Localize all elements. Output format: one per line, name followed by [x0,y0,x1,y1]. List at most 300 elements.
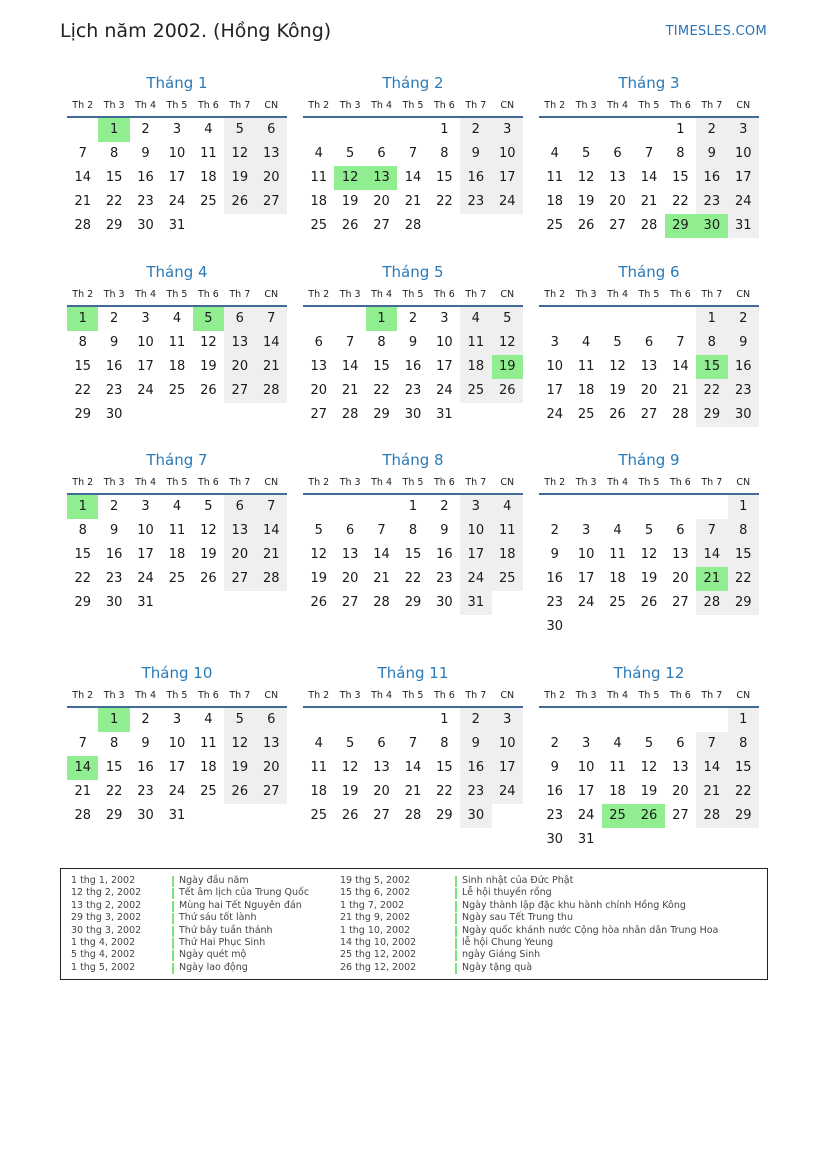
day-cell: 29 [728,804,759,828]
day-cell: 2 [696,118,727,142]
legend-date: 29 thg 3, 2002 [71,912,142,924]
legend-marker [455,888,457,899]
day-cell: 5 [345,146,355,161]
empty-cell [570,307,601,331]
day-cell: 8 [377,335,386,350]
day-cell: 17 [492,166,523,190]
holiday-day-cell: 1 [98,118,129,142]
day-cell: 7 [377,523,386,538]
weekday-label: Th 6 [197,289,219,300]
day-cell: 31 [728,214,759,238]
weekday-label: Th 5 [166,690,188,701]
day-cell: 8 [440,146,449,161]
day-cell: 7 [676,335,685,350]
day-cell: 21 [696,780,727,804]
month-block [67,662,287,828]
day-cell: 13 [310,359,327,374]
day-cell: 13 [609,170,626,185]
day-cell: 4 [204,712,213,727]
legend-holiday-name: Thứ sáu tốt lành [179,912,257,924]
day-cell: 21 [74,784,91,799]
legend-marker [455,950,457,961]
empty-cell [570,708,601,732]
holiday-day-cell: 15 [696,355,727,379]
day-cell: 23 [460,780,491,804]
day-cell: 18 [609,571,626,586]
day-cell: 8 [109,146,119,161]
day-cell: 27 [373,218,390,233]
holiday-day-cell: 14 [67,756,98,780]
day-grid [303,495,523,615]
day-cell: 22 [436,784,453,799]
empty-cell [539,307,570,331]
day-cell: 5 [581,146,591,161]
day-cell: 9 [141,736,150,751]
legend-date: 1 thg 1, 2002 [71,875,136,886]
empty-cell [665,307,696,331]
day-cell: 27 [310,407,327,422]
month-name: Tháng 4 [146,263,208,281]
legend-holiday-name: Ngày lao động [179,961,248,973]
day-cell: 21 [256,355,287,379]
day-cell: 16 [436,547,453,562]
weekday-label: Th 2 [72,100,94,111]
day-cell: 30 [546,832,563,847]
day-grid [67,307,287,427]
holiday-day-cell: 12 [334,166,365,190]
day-cell: 10 [546,359,563,374]
day-cell: 15 [728,543,759,567]
empty-cell [397,708,428,732]
weekday-label: CN [500,477,515,488]
day-cell: 25 [492,567,523,591]
month-name: Tháng 6 [618,263,680,281]
day-cell: 15 [404,547,422,562]
day-cell: 22 [74,571,91,586]
day-cell: 6 [377,146,386,161]
empty-cell [303,495,334,519]
legend-holiday-name: Thứ bảy tuần thánh [179,924,273,936]
month-block [303,72,523,238]
day-cell: 7 [408,146,418,161]
weekday-label: Th 6 [669,477,691,488]
day-cell: 14 [672,359,689,374]
day-cell: 11 [609,547,626,562]
day-cell: 13 [341,547,359,562]
day-cell: 18 [460,355,491,379]
empty-cell [665,708,696,732]
empty-cell [303,708,334,732]
month-block [67,449,287,615]
empty-cell [665,495,696,519]
day-cell: 11 [168,523,186,538]
day-cell: 28 [404,218,422,233]
weekday-label: Th 7 [465,100,487,111]
day-cell: 6 [224,307,255,331]
day-cell: 15 [672,170,689,185]
day-cell: 19 [577,194,595,209]
weekday-label: Th 3 [575,100,597,111]
legend-holiday-name: Sinh nhật của Đức Phật [462,875,574,886]
day-cell: 4 [172,311,182,326]
empty-cell [334,118,365,142]
legend-date: 21 thg 9, 2002 [340,912,411,924]
holiday-legend [60,868,768,980]
empty-cell [334,307,365,331]
weekday-label: Th 2 [308,477,330,488]
day-cell: 18 [168,359,186,374]
day-cell: 25 [168,383,186,398]
day-cell: 24 [137,571,154,586]
day-cell: 21 [373,571,390,586]
day-cell: 8 [696,331,727,355]
day-cell: 8 [78,335,87,350]
day-cell: 4 [550,146,559,161]
weekday-label: Th 6 [197,100,219,111]
weekday-header [67,283,287,307]
day-cell: 28 [640,218,658,233]
weekday-header [539,471,759,495]
weekday-label: Th 4 [135,477,156,488]
day-grid [303,708,523,828]
day-cell: 17 [137,547,154,562]
day-cell: 12 [341,760,359,775]
month-block [539,72,759,238]
day-cell: 7 [696,519,727,543]
day-cell: 26 [341,808,359,823]
day-cell: 28 [256,379,287,403]
legend-date: 12 thg 2, 2002 [71,887,142,899]
day-cell: 3 [581,736,591,751]
day-cell: 27 [609,218,626,233]
weekday-label: CN [500,289,515,300]
weekday-label: CN [264,289,279,300]
weekday-label: Th 3 [575,690,597,701]
day-cell: 13 [256,142,287,166]
day-cell: 18 [200,760,217,775]
empty-cell [67,708,98,732]
weekday-label: Th 6 [669,690,691,701]
weekday-label: Th 4 [371,100,392,111]
day-cell: 8 [109,736,119,751]
day-cell: 11 [168,335,186,350]
holiday-day-cell: 1 [98,708,129,732]
day-cell: 19 [609,383,626,398]
day-cell: 5 [644,523,654,538]
month-name: Tháng 12 [613,664,685,682]
day-cell: 11 [460,331,491,355]
day-cell: 18 [310,194,327,209]
weekday-label: CN [736,477,751,488]
day-cell: 5 [492,307,523,331]
day-cell: 11 [310,170,327,185]
day-cell: 27 [224,567,255,591]
legend-marker [455,913,457,924]
day-cell: 4 [314,736,323,751]
day-cell: 6 [676,736,685,751]
day-cell: 20 [672,571,689,586]
legend-date: 13 thg 2, 2002 [71,899,142,911]
weekday-label: Th 2 [544,289,566,300]
weekday-header [303,684,523,708]
day-cell: 12 [224,732,255,756]
empty-cell [602,495,633,519]
day-cell: 16 [105,359,123,374]
day-cell: 23 [105,571,123,586]
day-cell: 20 [341,571,359,586]
weekday-label: Th 4 [371,690,392,701]
legend-marker [455,876,457,887]
day-cell: 28 [672,407,689,422]
weekday-label: Th 5 [402,100,424,111]
day-cell: 3 [460,495,491,519]
day-cell: 19 [640,784,658,799]
day-cell: 28 [256,567,287,591]
day-cell: 31 [137,595,154,610]
weekday-label: Th 7 [465,289,487,300]
weekday-label: Th 5 [166,289,188,300]
legend-marker [172,950,174,961]
day-cell: 12 [577,170,595,185]
day-cell: 24 [168,784,186,799]
day-cell: 12 [492,331,523,355]
day-cell: 4 [492,495,523,519]
legend-marker [172,963,174,974]
day-cell: 7 [256,495,287,519]
day-cell: 20 [640,383,658,398]
day-cell: 26 [200,383,217,398]
weekday-label: Th 4 [607,289,628,300]
day-cell: 1 [440,712,449,727]
weekday-label: Th 3 [575,289,597,300]
day-cell: 30 [105,407,123,422]
day-cell: 21 [404,784,422,799]
weekday-label: CN [736,690,751,701]
legend-holiday-name: Ngày đầu năm [179,875,249,886]
day-cell: 12 [640,547,658,562]
day-cell: 3 [440,311,449,326]
day-cell: 4 [172,499,182,514]
month-name: Tháng 5 [382,263,444,281]
day-cell: 8 [408,523,418,538]
day-cell: 21 [256,543,287,567]
day-cell: 9 [408,335,418,350]
empty-cell [570,118,601,142]
month-block [67,261,287,427]
empty-cell [366,118,397,142]
day-cell: 18 [168,547,186,562]
empty-cell [303,307,334,331]
weekday-header [303,471,523,495]
day-cell: 22 [436,194,453,209]
day-cell: 25 [168,571,186,586]
weekday-label: Th 7 [701,690,723,701]
day-cell: 25 [577,407,595,422]
day-cell: 6 [256,708,287,732]
weekday-label: Th 6 [433,289,455,300]
legend-date: 15 thg 6, 2002 [340,887,411,899]
day-cell: 26 [200,571,217,586]
day-cell: 28 [74,218,91,233]
day-cell: 3 [492,118,523,142]
weekday-label: Th 6 [669,289,691,300]
day-cell: 27 [256,190,287,214]
legend-date: 5 thg 4, 2002 [71,949,136,961]
day-cell: 10 [728,142,759,166]
empty-cell [633,495,664,519]
legend-marker [455,901,457,912]
weekday-label: Th 4 [607,690,628,701]
day-cell: 10 [492,142,523,166]
legend-date: 1 thg 10, 2002 [340,924,411,936]
day-cell: 14 [74,170,91,185]
day-cell: 9 [109,335,119,350]
weekday-label: Th 4 [607,100,628,111]
holiday-day-cell: 5 [193,307,224,331]
weekday-label: Th 2 [308,289,330,300]
day-cell: 17 [577,784,595,799]
weekday-label: Th 7 [229,690,251,701]
weekday-label: Th 2 [308,690,330,701]
day-cell: 29 [105,808,123,823]
day-cell: 25 [200,784,217,799]
day-cell: 3 [172,122,182,137]
day-cell: 17 [546,383,563,398]
day-cell: 10 [577,547,595,562]
day-cell: 13 [256,732,287,756]
empty-cell [366,495,397,519]
legend-marker [172,888,174,899]
day-cell: 18 [546,194,563,209]
month-block [539,261,759,427]
day-cell: 4 [460,307,491,331]
holiday-day-cell: 21 [696,567,727,591]
holiday-day-cell: 25 [602,804,633,828]
legend-holiday-name: Ngày thành lập đặc khu hành chính Hồng Kông [462,899,686,911]
legend-date: 1 thg 7, 2002 [340,899,405,911]
day-cell: 26 [609,407,626,422]
month-name: Tháng 9 [618,451,680,469]
weekday-header [67,94,287,118]
holiday-day-cell: 30 [696,214,727,238]
day-cell: 14 [256,519,287,543]
weekday-label: Th 4 [135,100,156,111]
day-cell: 22 [672,194,689,209]
weekday-label: Th 6 [197,477,219,488]
day-cell: 31 [436,407,453,422]
day-cell: 29 [105,218,123,233]
day-cell: 8 [728,732,759,756]
empty-cell [602,118,633,142]
day-cell: 31 [168,808,186,823]
weekday-label: Th 5 [638,100,660,111]
weekday-label: Th 3 [575,477,597,488]
day-cell: 11 [492,519,523,543]
empty-cell [696,495,727,519]
day-cell: 14 [404,760,422,775]
legend-date: 30 thg 3, 2002 [71,924,142,936]
day-cell: 3 [550,335,559,350]
brand-link[interactable]: TIMESLES.COM [665,24,767,39]
legend-holiday-name: lễ hội Chung Yeung [462,937,554,948]
month-name: Tháng 10 [141,664,213,682]
weekday-label: Th 5 [638,289,660,300]
day-cell: 30 [546,619,563,634]
weekday-header [67,684,287,708]
day-cell: 23 [404,383,422,398]
empty-cell [602,307,633,331]
day-cell: 30 [137,808,154,823]
day-cell: 26 [640,595,658,610]
day-cell: 23 [546,808,563,823]
legend-holiday-name: Ngày quét mộ [179,949,247,961]
day-cell: 25 [310,218,327,233]
day-cell: 17 [460,543,491,567]
day-cell: 15 [74,547,91,562]
day-cell: 11 [577,359,595,374]
legend-holiday-name: Ngày sau Tết Trung thu [462,912,573,924]
day-cell: 20 [256,756,287,780]
weekday-label: Th 7 [229,477,251,488]
day-cell: 3 [141,499,150,514]
weekday-header [539,283,759,307]
day-cell: 6 [676,523,685,538]
day-cell: 14 [341,359,359,374]
day-cell: 11 [200,146,217,161]
month-name: Tháng 7 [146,451,208,469]
weekday-label: Th 3 [103,289,125,300]
day-cell: 23 [137,784,154,799]
day-grid [539,118,759,238]
empty-cell [397,118,428,142]
day-cell: 24 [168,194,186,209]
day-cell: 19 [200,359,217,374]
weekday-header [539,684,759,708]
weekday-label: Th 2 [72,289,94,300]
month-block [67,72,287,238]
day-cell: 4 [613,736,622,751]
weekday-label: Th 3 [339,690,361,701]
day-cell: 10 [436,335,453,350]
day-cell: 7 [256,307,287,331]
day-cell: 14 [256,331,287,355]
weekday-label: Th 2 [544,100,566,111]
day-cell: 8 [676,146,685,161]
day-cell: 4 [204,122,213,137]
month-name: Tháng 11 [377,664,449,682]
legend-date: 1 thg 4, 2002 [71,937,136,948]
weekday-header [303,94,523,118]
day-cell: 14 [696,756,727,780]
day-cell: 6 [377,736,386,751]
day-cell: 16 [460,756,491,780]
day-cell: 12 [200,335,217,350]
empty-cell [334,708,365,732]
day-cell: 1 [728,708,759,732]
day-cell: 23 [105,383,123,398]
day-cell: 23 [696,190,727,214]
weekday-label: Th 7 [465,477,487,488]
day-cell: 26 [310,595,327,610]
holiday-day-cell: 13 [366,166,397,190]
weekday-label: Th 3 [103,690,125,701]
day-grid [303,307,523,427]
day-cell: 16 [546,571,563,586]
weekday-label: Th 2 [308,100,330,111]
legend-date: 1 thg 5, 2002 [71,961,136,973]
day-cell: 7 [644,146,654,161]
day-cell: 23 [546,595,563,610]
